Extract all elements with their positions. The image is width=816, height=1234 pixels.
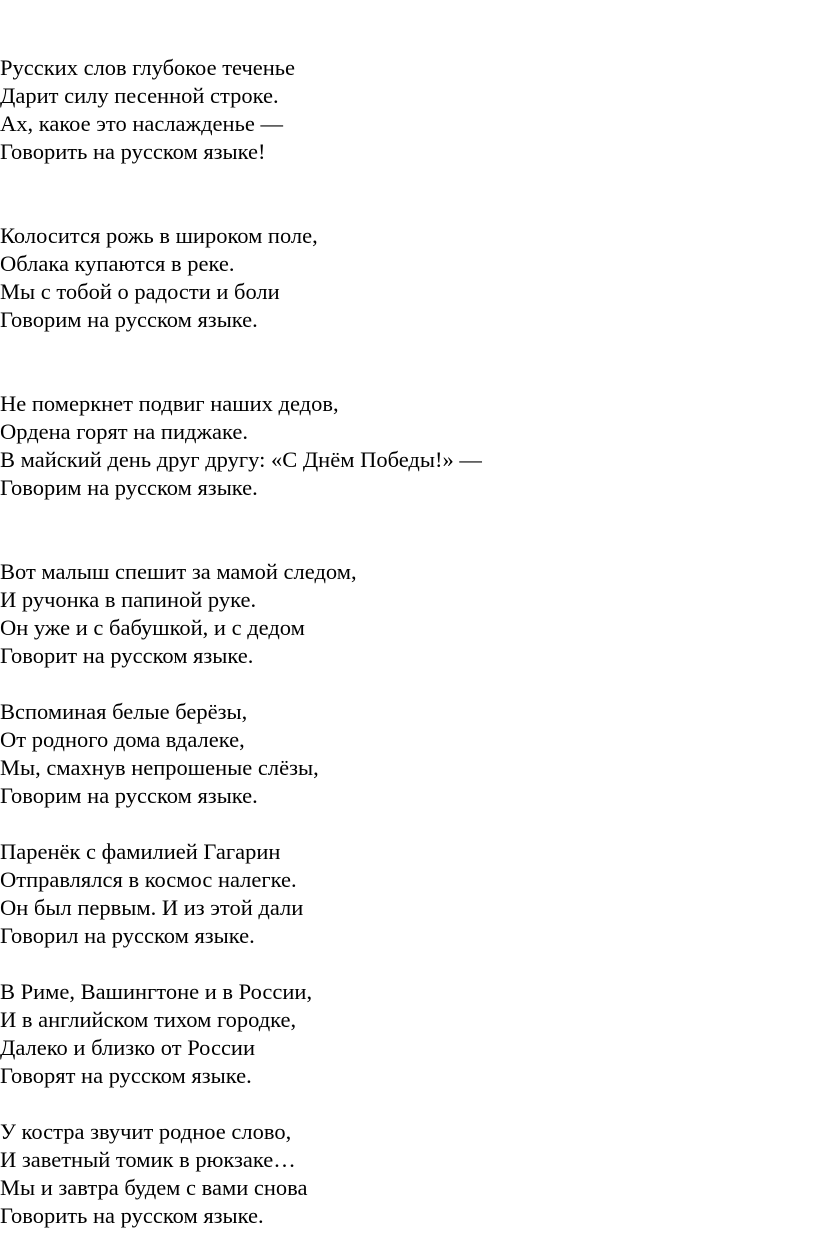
poem-line: Говорит на русском языке. <box>0 643 254 668</box>
poem-line: Он уже и с бабушкой, и с дедом <box>0 615 305 640</box>
poem-line: Мы и завтра будем с вами снова <box>0 1175 308 1200</box>
poem-line: Говорить на русском языке. <box>0 1203 264 1228</box>
poem-line: В майский день друг другу: «С Днём Победы!» — <box>0 447 482 472</box>
stanza-7 <box>0 978 312 1090</box>
poem-line: Далеко и близко от России <box>0 1035 256 1060</box>
poem-line: В Риме, Вашингтоне и в России, <box>0 979 313 1004</box>
poem-line: У костра звучит родное слово, <box>0 1119 292 1144</box>
poem-line: Дарит силу песенной строке. <box>0 83 279 108</box>
poem-line: Вот малыш спешит за мамой следом, <box>0 559 357 584</box>
stanza-1 <box>0 54 295 166</box>
poem-line: От родного дома вдалеке, <box>0 727 245 752</box>
poem-line: Говорят на русском языке. <box>0 1063 252 1088</box>
poem-line: Мы с тобой о радости и боли <box>0 279 280 304</box>
poem-line: Паренёк с фамилией Гагарин <box>0 839 281 864</box>
poem-line: Ордена горят на пиджаке. <box>0 419 248 444</box>
stanza-8 <box>0 1118 307 1230</box>
poem-line: Мы, смахнув непрошеные слёзы, <box>0 755 319 780</box>
stanza-6 <box>0 838 303 950</box>
poem-line: Облака купаются в реке. <box>0 251 235 276</box>
poem-line: Русских слов глубокое теченье <box>0 55 296 80</box>
stanza-4 <box>0 558 357 670</box>
poem-line: И ручонка в папиной руке. <box>0 587 257 612</box>
poem-line: Говорим на русском языке. <box>0 475 258 500</box>
poem-line: Говорить на русском языке! <box>0 139 266 164</box>
poem-line: Говорим на русском языке. <box>0 307 258 332</box>
stanza-5 <box>0 698 319 810</box>
poem-line: Отправлялся в космос налегке. <box>0 867 297 892</box>
poem-line: И заветный томик в рюкзаке… <box>0 1147 296 1172</box>
stanza-3 <box>0 390 482 502</box>
poem-line: Говорил на русском языке. <box>0 923 255 948</box>
poem-line: Вспоминая белые берёзы, <box>0 699 248 724</box>
poem-line: Говорим на русском языке. <box>0 783 258 808</box>
stanza-2 <box>0 222 318 334</box>
poem-line: Колосится рожь в широком поле, <box>0 223 318 248</box>
poem-line: Не померкнет подвиг наших дедов, <box>0 391 339 416</box>
poem-line: И в английском тихом городке, <box>0 1007 297 1032</box>
poem-line: Он был первым. И из этой дали <box>0 895 304 920</box>
poem-line: Ах, какое это наслажденье — <box>0 111 283 136</box>
